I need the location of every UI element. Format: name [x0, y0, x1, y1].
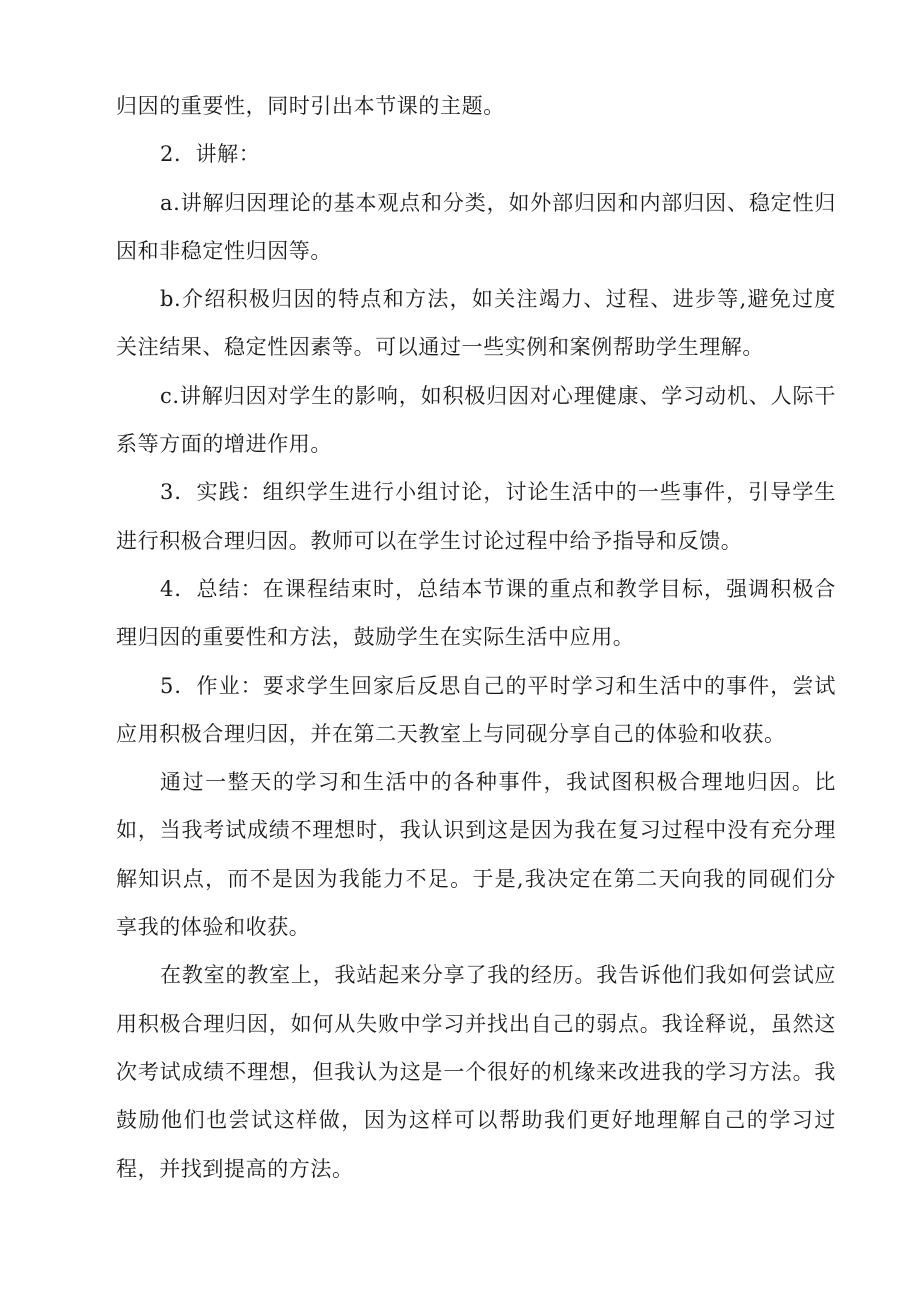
- section-heading-lecture: 2．讲解：: [160, 142, 261, 167]
- paragraph: a.讲解归因理论的基本观点和分类，如外部归因和内部归因、稳定性归因和非稳定性归因等。: [116, 190, 836, 263]
- paragraph: 3．实践：组织学生进行小组讨论，讨论生活中的一些事件，引导学生进行积极合理归因。教师可以在学生讨论过程中给予指导和反馈。: [116, 480, 836, 553]
- paragraph: 在教室的教室上，我站起来分享了我的经历。我告诉他们我如何尝试应用积极合理归因，如何从失败中学习并找出自己的弱点。我诠释说，虽然这次考试成绩不理想，但我认为这是一个很好的机缘来改进我的学习方法。我鼓励他们也尝试这样做，因为这样可以帮助我们更好地理解自己的学习过程，并找到提高的方法。: [116, 963, 836, 1181]
- paragraph: b.介绍积极归因的特点和方法，如关注竭力、过程、进步等,避免过度关注结果、稳定性因素等。可以通过一些实例和案例帮助学生理解。: [116, 287, 836, 360]
- document-body: [116, 82, 836, 1193]
- paragraph: 归因的重要性，同时引出本节课的主题。: [116, 94, 505, 118]
- paragraph: 5．作业：要求学生回家后反思自己的平时学习和生活中的事件，尝试应用积极合理归因，并在第二天教室上与同砚分享自己的体验和收获。: [116, 673, 836, 746]
- paragraph: 4．总结：在课程结束时，总结本节课的重点和教学目标，强调积极合理归因的重要性和方法，鼓励学生在实际生活中应用。: [116, 576, 836, 650]
- paragraph: c.讲解归因对学生的影响，如积极归因对心理健康、学习动机、人际干系等方面的增进作用。: [116, 383, 836, 457]
- paragraph: 通过一整天的学习和生活中的各种事件，我试图积极合理地归因。比如，当我考试成绩不理想时，我认识到这是因为我在复习过程中没有充分理解知识点，而不是因为我能力不足。于是,我决定在第二天向我的同砚们分享我的体验和收获。: [116, 770, 836, 940]
